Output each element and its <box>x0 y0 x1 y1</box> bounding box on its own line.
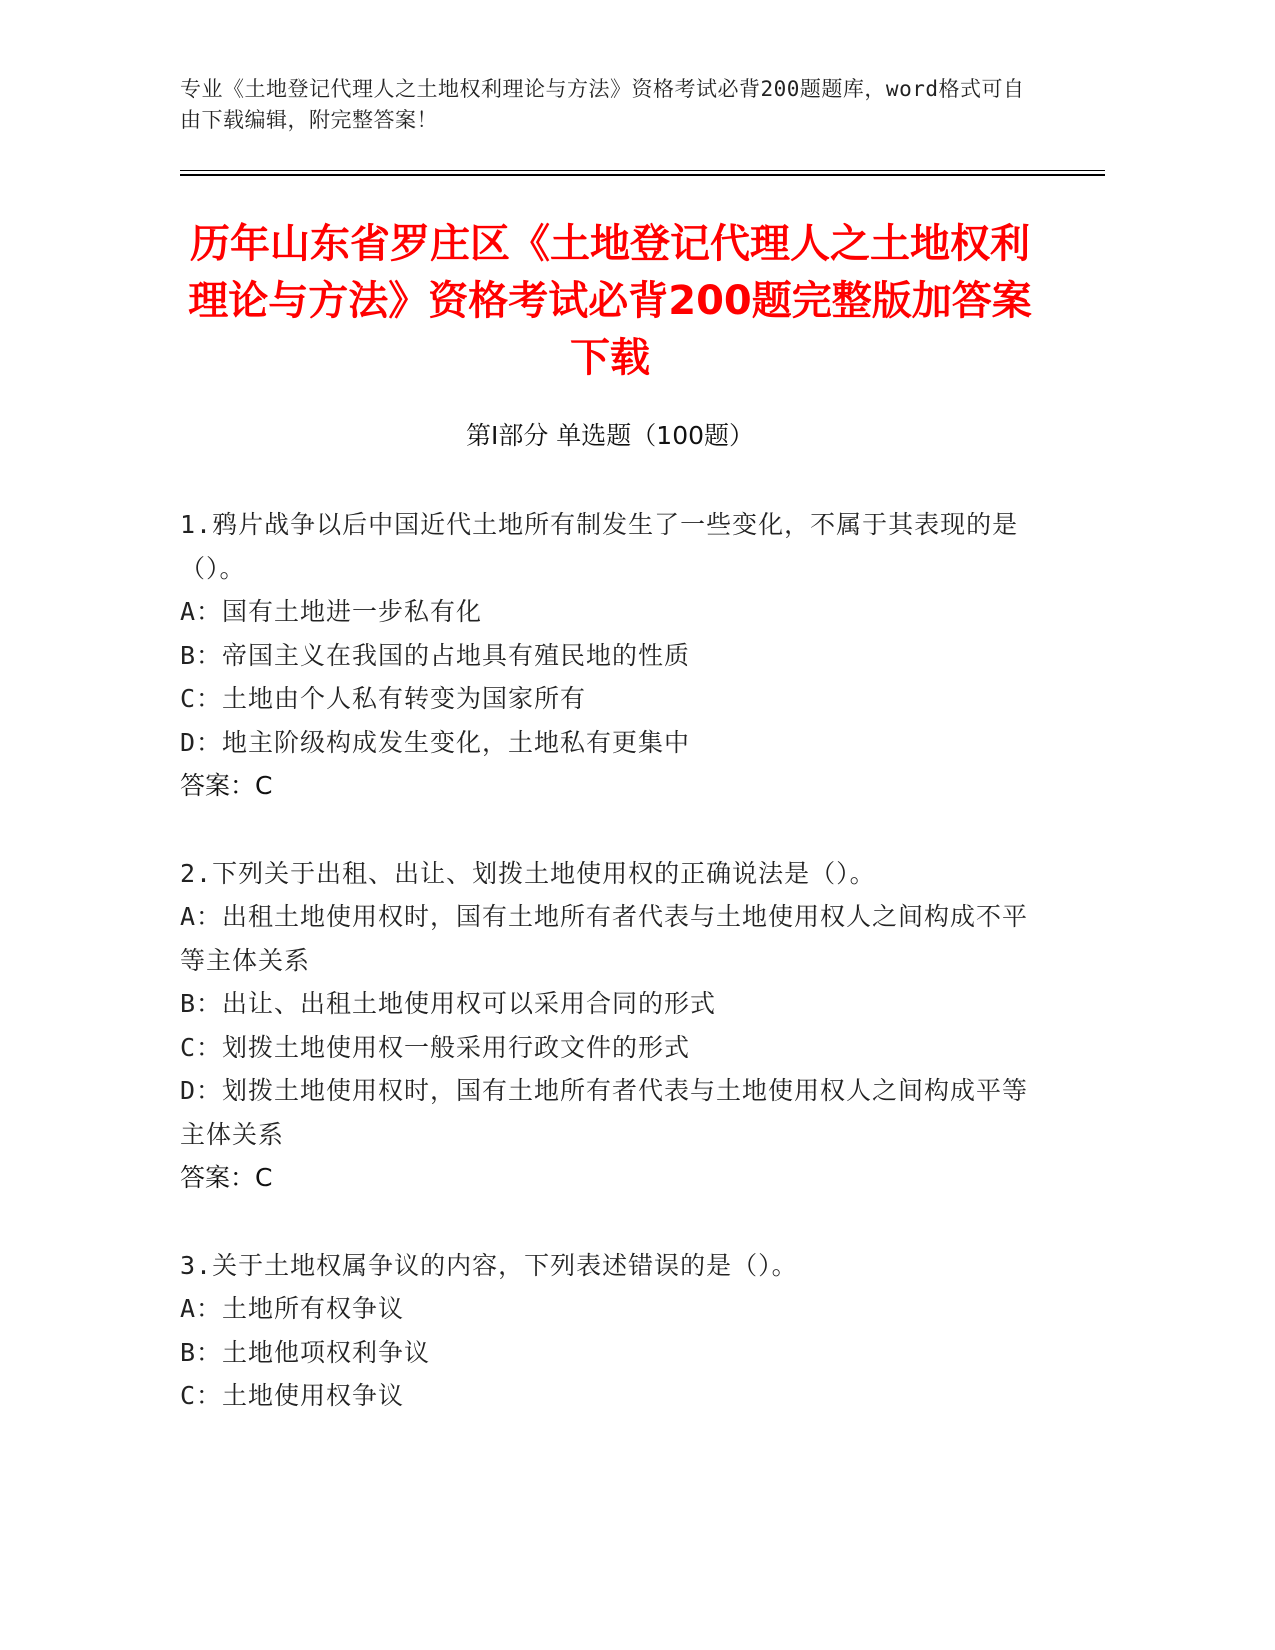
question-list <box>180 503 1030 1462</box>
option-b: B：帝国主义在我国的占地具有殖民地的性质 <box>180 640 691 670</box>
section-heading: 第Ⅰ部分 单选题（100题） <box>465 421 755 450</box>
question-1 <box>180 503 1030 808</box>
question-2 <box>180 852 1030 1200</box>
option-c: C：土地由个人私有转变为国家所有 <box>180 684 587 713</box>
header-note: 专业《土地登记代理人之土地权利理论与方法》资格考试必背200题题库，word格式可自由下载编辑，附完整答案！ <box>180 77 1025 132</box>
option-d: D：划拨土地使用权时，国有土地所有者代表与土地使用权人之间构成平等主体关系 <box>180 1076 1029 1149</box>
option-c: C：划拨土地使用权一般采用行政文件的形式 <box>180 1032 691 1062</box>
question-stem: 3.关于土地权属争议的内容，下列表述错误的是（）。 <box>180 1250 798 1280</box>
option-a: A：出租土地使用权时，国有土地所有者代表与土地使用权人之间构成不平等主体关系 <box>180 902 1029 975</box>
option-b: B：出让、出租土地使用权可以采用合同的形式 <box>180 989 717 1018</box>
option-a: A：国有土地进一步私有化 <box>180 597 483 626</box>
option-c: C：土地使用权争议 <box>180 1381 405 1410</box>
question-3 <box>180 1244 1030 1418</box>
answer-line: 答案：C <box>180 1163 273 1192</box>
header-divider-thin <box>180 170 1105 171</box>
answer-line: 答案：C <box>180 771 273 800</box>
option-b: B：土地他项权利争议 <box>180 1337 431 1367</box>
option-d: D：地主阶级构成发生变化，土地私有更集中 <box>180 727 691 757</box>
question-stem: 1.鸦片战争以后中国近代土地所有制发生了一些变化，不属于其表现的是（）。 <box>180 510 1019 583</box>
option-a: A：土地所有权争议 <box>180 1294 405 1323</box>
question-stem: 2.下列关于出租、出让、划拨土地使用权的正确说法是（）。 <box>180 858 876 888</box>
header-divider-thick <box>180 174 1105 176</box>
document-title: 历年山东省罗庄区《土地登记代理人之土地权利理论与方法》资格考试必背200题完整版加答案下载 <box>188 221 1032 381</box>
